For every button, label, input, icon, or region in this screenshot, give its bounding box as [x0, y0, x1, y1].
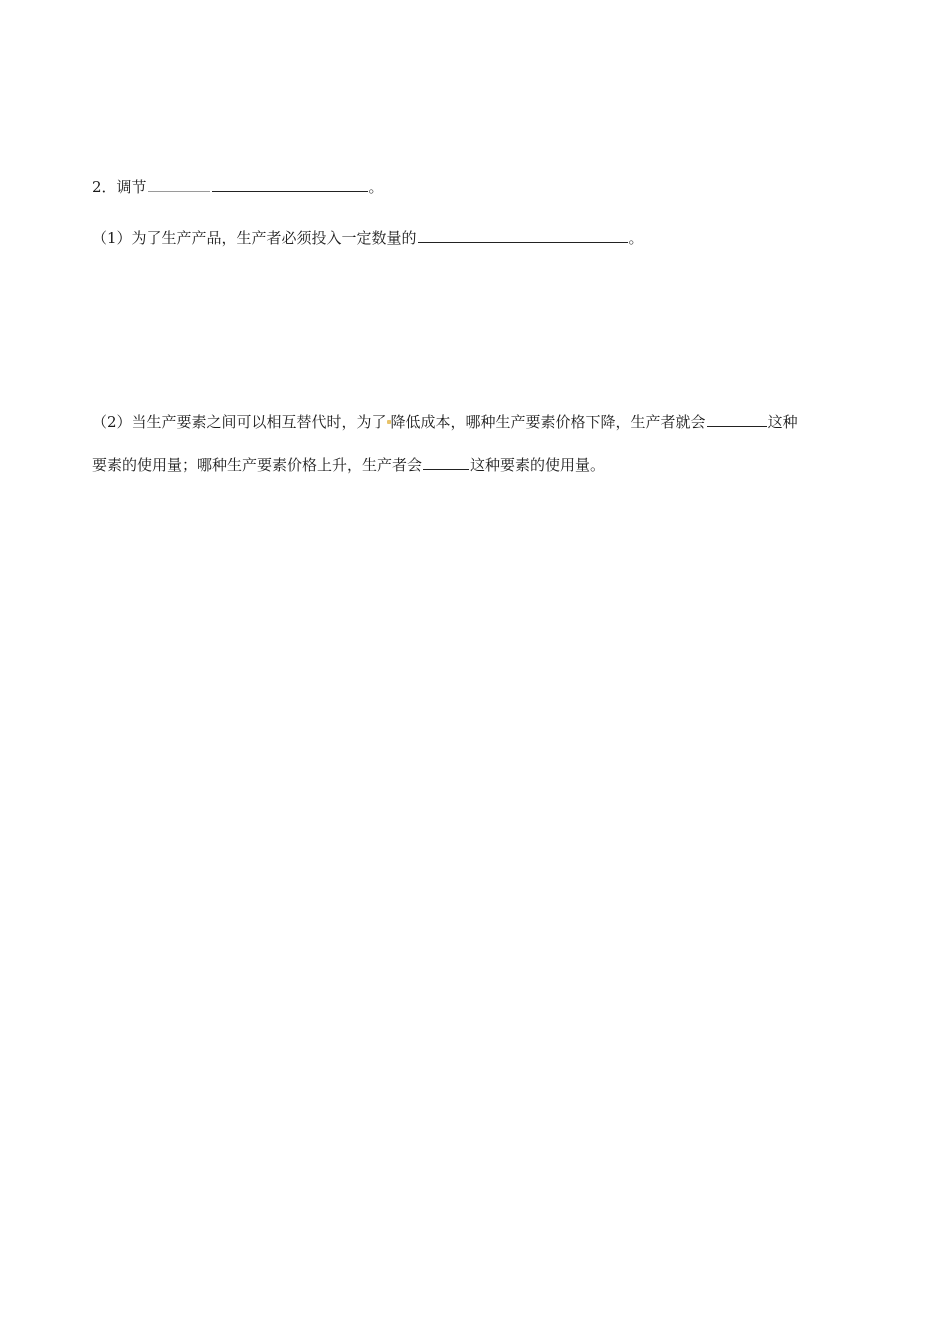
answer-blank[interactable] [148, 177, 210, 192]
sub-question-2-line-1 [92, 412, 798, 432]
sub-question-2-text-a: （2）当生产要素之间可以相互替代时，为了 [92, 413, 387, 431]
sub-question-2-text-b: 降低成本，哪种生产要素价格下降，生产者就会 [390, 413, 706, 431]
sub-question-2-text-c: 这种 [767, 413, 798, 431]
answer-blank[interactable] [423, 455, 469, 470]
sub-question-1 [92, 228, 644, 248]
sentence-end: 。 [628, 229, 644, 247]
answer-blank[interactable] [707, 412, 767, 427]
question-2-line [92, 177, 384, 197]
sub-question-2-text-d: 要素的使用量；哪种生产要素价格上升，生产者会 [92, 456, 423, 474]
sub-question-2-text-e: 这种要素的使用量。 [470, 456, 606, 474]
sentence-end: 。 [368, 178, 384, 196]
sub-question-1-text: （1）为了生产产品，生产者必须投入一定数量的 [92, 229, 417, 247]
answer-blank[interactable] [418, 228, 628, 243]
answer-blank[interactable] [212, 177, 368, 192]
question-2-label: 2．调节 [92, 178, 147, 196]
sub-question-2-line-2 [92, 455, 605, 475]
